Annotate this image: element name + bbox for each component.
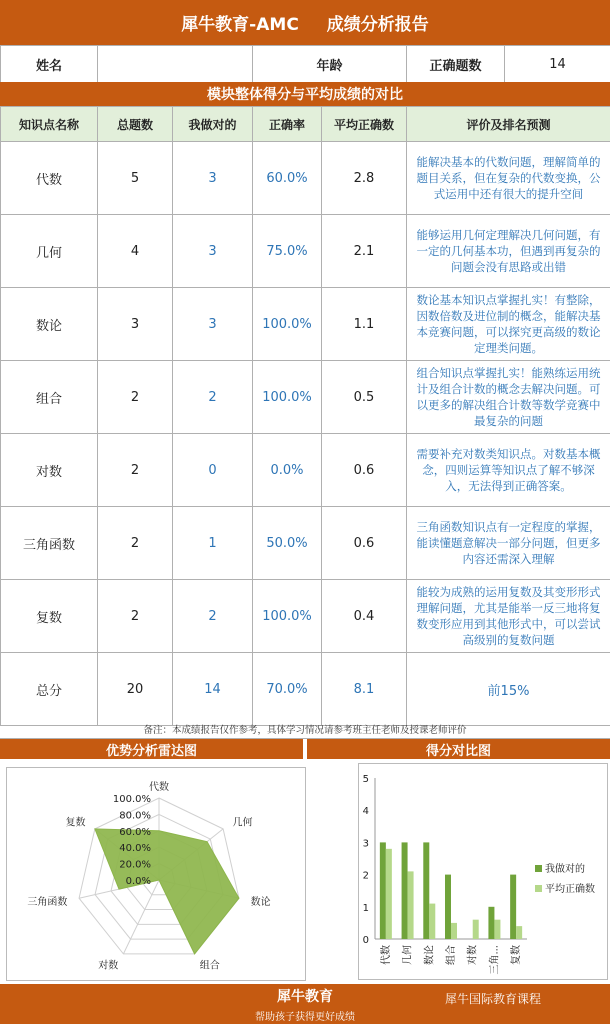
bar-chart [359,764,607,979]
total-label-cell: 总分 [1,653,98,726]
legend-swatch [535,865,542,872]
average-correct-cell: 0.4 [322,580,407,653]
average-correct-cell: 8.1 [322,653,407,726]
bar-average-correct [494,920,500,939]
bar-y-tick-label: 2 [362,870,369,882]
score-table [0,106,610,726]
radar-chart-panel [6,767,306,981]
radar-category-label: 组合 [199,960,220,972]
section-title: 模块整体得分与平均成绩的对比 [0,82,610,106]
correct-count-value: 14 [505,46,610,83]
radar-category-label: 复数 [65,817,86,829]
bar-category-label: 代数 [380,945,392,965]
radar-tick-label: 40.0% [119,843,151,855]
bar-y-tick-label: 0 [362,935,369,946]
bar-average-correct [408,871,414,939]
radar-tick-label: 80.0% [119,810,151,822]
radar-chart-title: 优势分析雷达图 [0,739,307,759]
accuracy-cell: 75.0% [253,215,322,288]
ranking-cell: 前15% [407,653,610,726]
bar-category-label: 数论 [424,945,436,965]
column-header: 评价及排名预测 [407,107,610,142]
total-questions-cell: 20 [98,653,173,726]
total-questions-cell: 2 [98,580,173,653]
knowledge-point-cell: 对数 [1,434,98,507]
name-label: 姓名 [1,46,98,83]
legend-swatch [535,885,542,892]
bar-average-correct [473,920,479,939]
bar-average-correct [451,923,457,939]
bar-my-correct [510,875,516,939]
bar-y-tick-label: 1 [362,902,369,914]
total-questions-cell: 2 [98,361,173,434]
column-header: 知识点名称 [1,107,98,142]
bar-category-label: 几何 [402,945,414,965]
knowledge-point-cell: 几何 [1,215,98,288]
report-title-name: 成绩分析报告 [326,15,429,35]
accuracy-cell: 100.0% [253,288,322,361]
accuracy-cell: 100.0% [253,580,322,653]
table-row [1,361,610,434]
average-correct-cell: 0.6 [322,507,407,580]
knowledge-point-cell: 组合 [1,361,98,434]
my-correct-cell: 1 [173,507,253,580]
my-correct-cell: 2 [173,580,253,653]
column-header: 正确率 [253,107,322,142]
average-correct-cell: 2.8 [322,142,407,215]
bar-my-correct [445,875,451,939]
radar-category-label: 代数 [149,782,169,793]
total-questions-cell: 2 [98,507,173,580]
my-correct-cell: 0 [173,434,253,507]
evaluation-cell: 能够运用几何定理解决几何问题，有一定的几何基本功，但遇到再复杂的问题会没有思路或出错 [407,215,610,288]
bar-average-correct [516,926,522,939]
accuracy-cell: 0.0% [253,434,322,507]
accuracy-cell: 70.0% [253,653,322,726]
evaluation-cell: 能解决基本的代数问题，理解简单的题目关系，但在复杂的代数变换，公式运用中还有很大的提升空间 [407,142,610,215]
evaluation-cell: 数论基本知识点掌握扎实！有整除，因数倍数及进位制的概念，能解决基本竞赛问题，可以探究更高级的数论定理类问题。 [407,288,610,361]
radar-chart [7,768,305,980]
bar-category-label: 对数 [467,945,479,965]
my-correct-cell: 3 [173,142,253,215]
bar-chart-title: 得分对比图 [307,739,610,759]
radar-tick-label: 60.0% [119,826,151,838]
knowledge-point-cell: 复数 [1,580,98,653]
table-row [1,288,610,361]
report-title [0,0,610,45]
evaluation-cell: 组合知识点掌握扎实！能熟练运用统计及组合计数的概念去解决问题。可以更多的解决组合计数等数学竞赛中最复杂的问题 [407,361,610,434]
bar-my-correct [402,842,408,939]
knowledge-point-cell: 代数 [1,142,98,215]
student-info-table [0,45,610,83]
total-questions-cell: 4 [98,215,173,288]
radar-tick-label: 100.0% [112,794,151,805]
bar-my-correct [488,907,494,939]
total-questions-cell: 5 [98,142,173,215]
radar-axis-line [123,880,159,954]
column-header: 总题数 [98,107,173,142]
bar-my-correct [423,842,429,939]
bar-category-label: 复数 [511,945,523,965]
accuracy-cell: 60.0% [253,142,322,215]
my-correct-cell: 3 [173,288,253,361]
average-correct-cell: 2.1 [322,215,407,288]
average-correct-cell: 0.5 [322,361,407,434]
footer-brand: 犀牛教育 [277,988,333,1005]
bar-y-tick-label: 5 [362,774,369,785]
total-row [1,653,610,726]
footer-slogan: 帮助孩子获得更好成绩 [255,1011,355,1023]
knowledge-point-cell: 三角函数 [1,507,98,580]
accuracy-cell: 50.0% [253,507,322,580]
radar-tick-label: 20.0% [119,859,151,871]
evaluation-cell: 三角函数知识点有一定程度的掌握，能读懂题意解决一部分问题，但更多内容还需深入理解 [407,507,610,580]
total-questions-cell: 3 [98,288,173,361]
table-row [1,215,610,288]
radar-category-label: 三角函数 [27,896,68,908]
bar-average-correct [429,904,435,939]
age-label: 年龄 [253,46,407,83]
bar-average-correct [386,849,392,939]
my-correct-cell: 2 [173,361,253,434]
bar-category-label: 组合 [446,945,457,965]
my-correct-cell: 14 [173,653,253,726]
accuracy-cell: 100.0% [253,361,322,434]
name-value [98,46,253,83]
bar-category-label: 三角... [489,945,501,975]
bar-y-tick-label: 3 [362,838,369,850]
report-note: 备注：本成绩报告仅作参考，具体学习情况请参考班主任老师及授课老师评价 [0,722,610,739]
radar-category-label: 几何 [232,817,253,829]
evaluation-cell: 需要补充对数类知识点。对数基本概念，四则运算等知识点了解不够深入，无法得到正确答案。 [407,434,610,507]
legend-label: 平均正确数 [545,884,595,895]
table-row [1,142,610,215]
table-row [1,507,610,580]
footer-watermark: 犀牛国际教育课程 [445,992,542,1006]
bar-my-correct [380,842,386,939]
bar-chart-panel [358,763,608,980]
correct-count-label: 正确题数 [407,46,505,83]
evaluation-cell: 能较为成熟的运用复数及其变形形式理解问题，尤其是能举一反三地将复数变形应用到其他形式中，可以尝试高级别的复数问题 [407,580,610,653]
total-questions-cell: 2 [98,434,173,507]
radar-data-area [95,826,239,954]
report-title-brand: 犀牛教育-AMC [181,15,299,35]
average-correct-cell: 1.1 [322,288,407,361]
radar-tick-label: 0.0% [125,876,151,887]
legend-label: 我做对的 [545,864,585,875]
my-correct-cell: 3 [173,215,253,288]
column-header: 我做对的 [173,107,253,142]
knowledge-point-cell: 数论 [1,288,98,361]
table-row [1,580,610,653]
column-header: 平均正确数 [322,107,407,142]
radar-category-label: 对数 [98,960,119,972]
average-correct-cell: 0.6 [322,434,407,507]
radar-category-label: 数论 [250,896,271,908]
table-row [1,434,610,507]
bar-y-tick-label: 4 [362,806,369,818]
